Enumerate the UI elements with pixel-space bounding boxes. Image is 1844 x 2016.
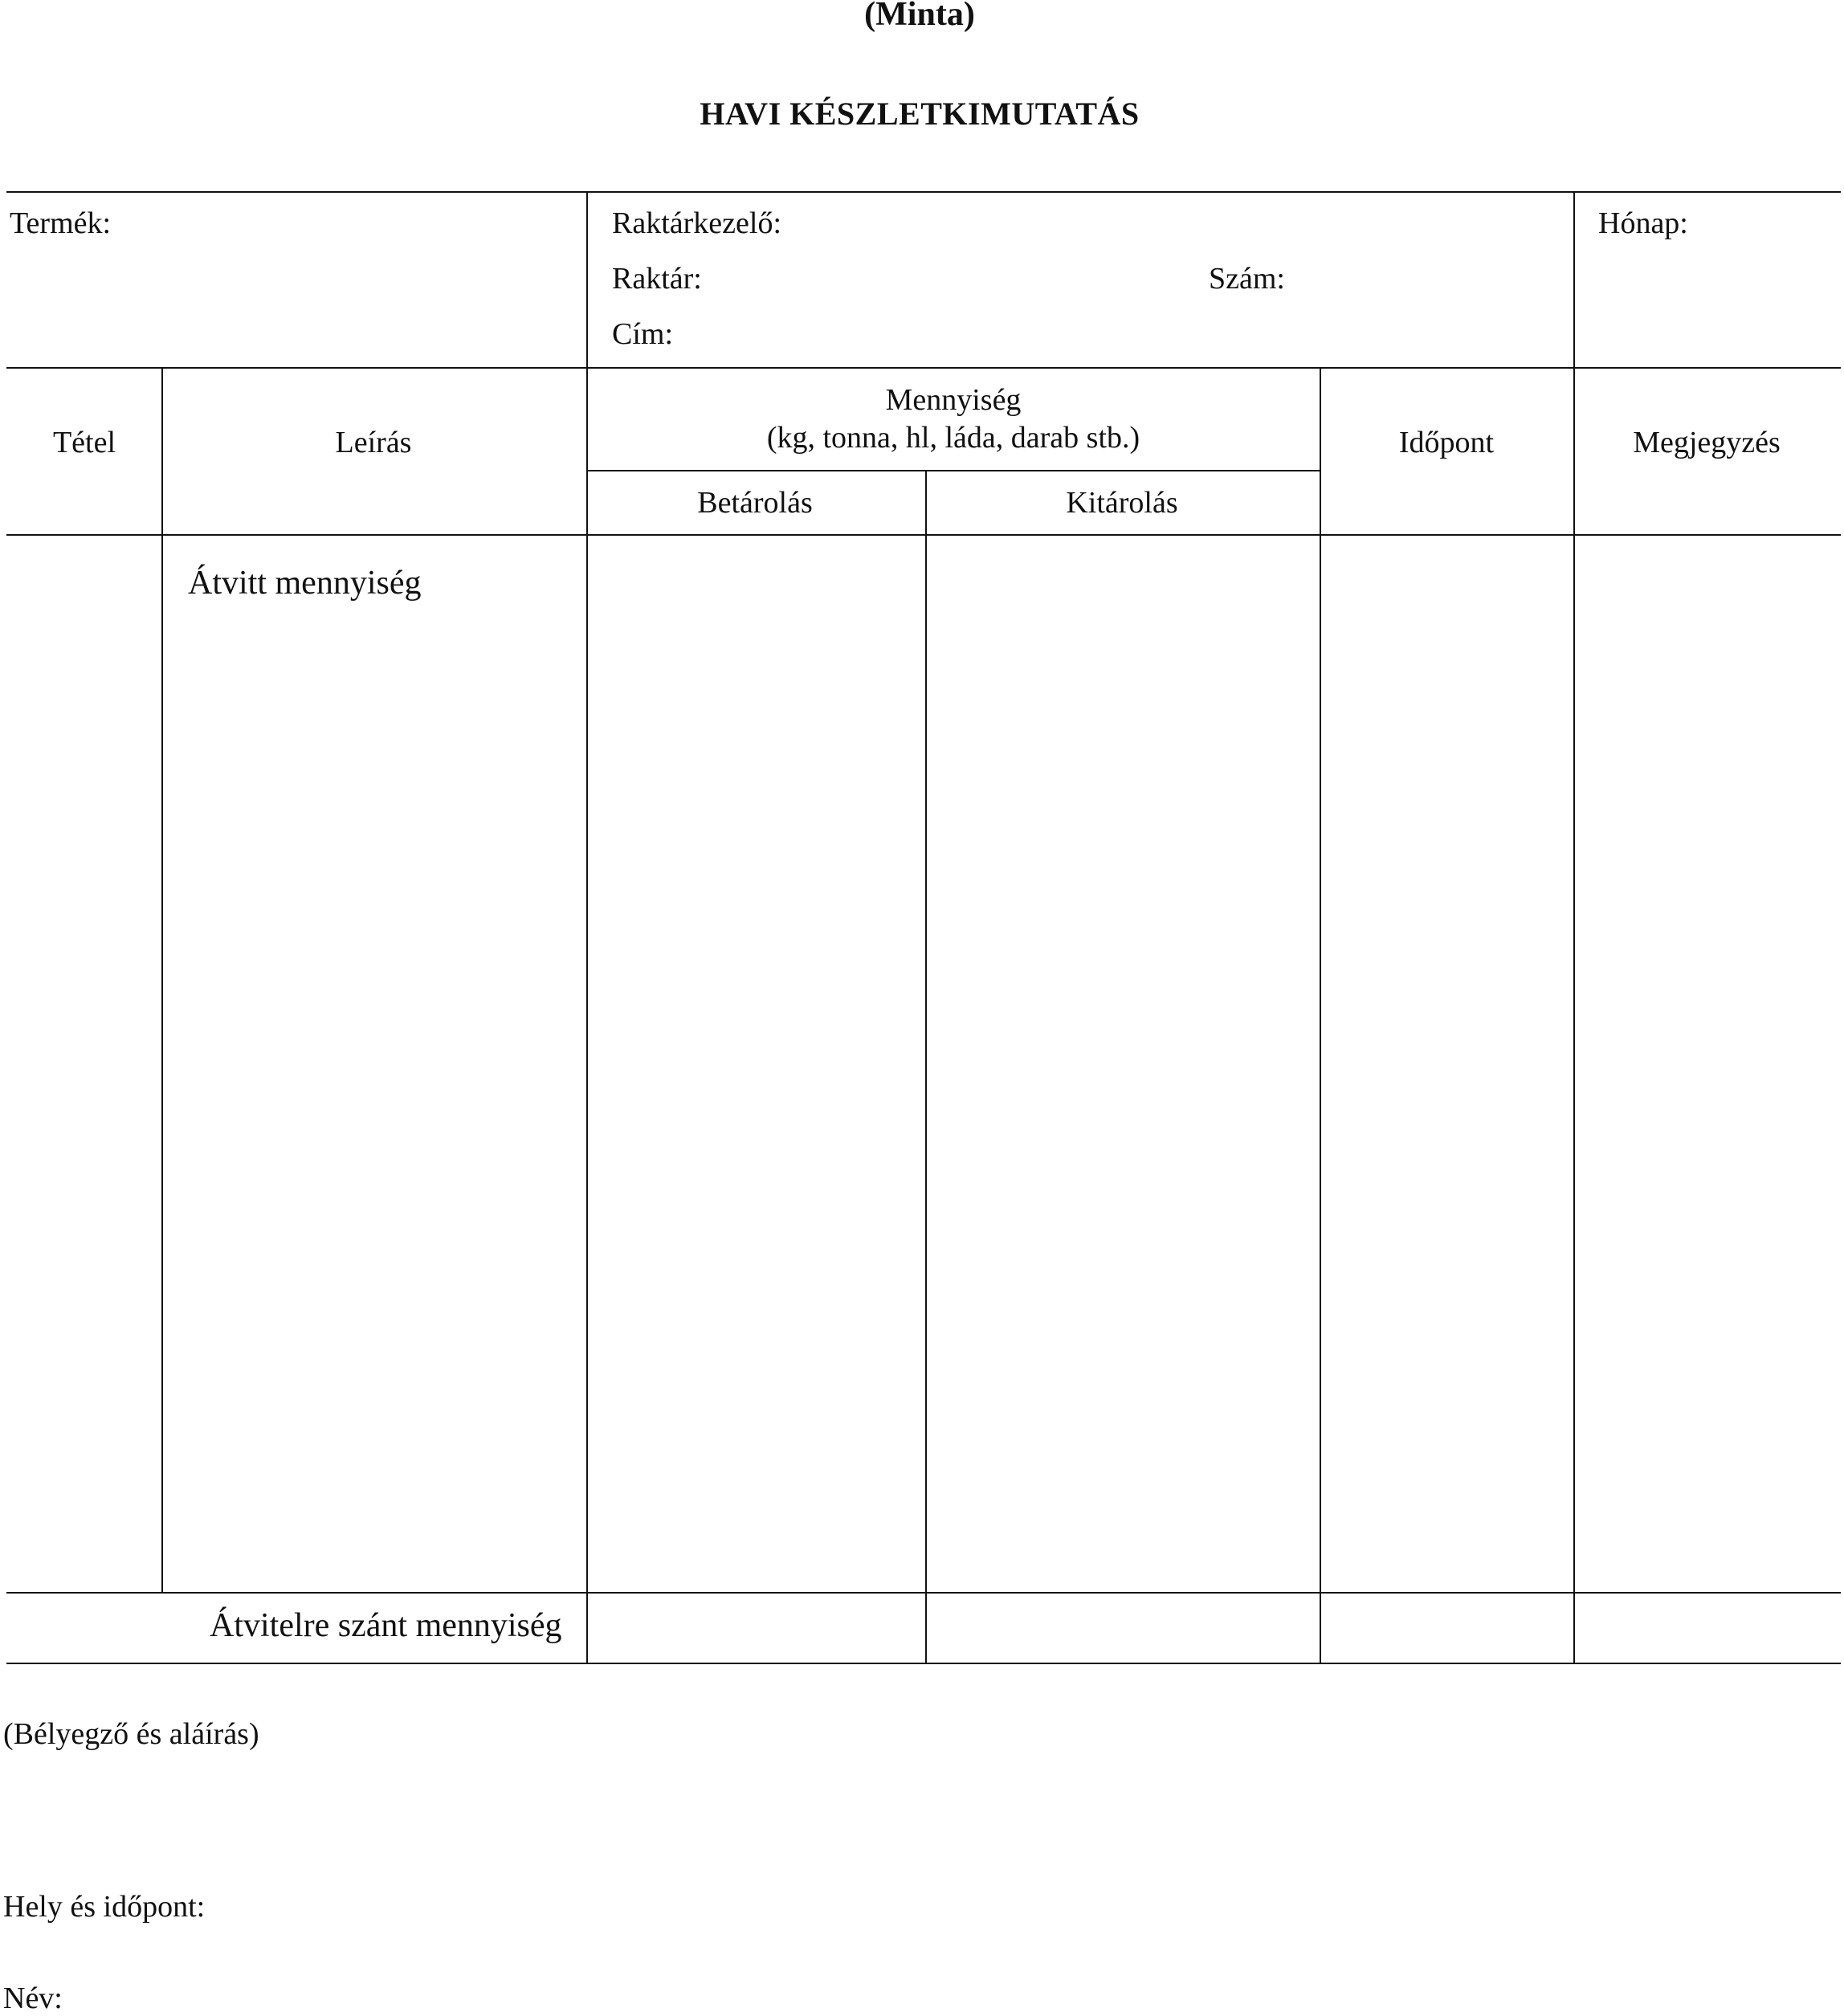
warehouse-keeper-label: Raktárkezelő: <box>612 206 782 240</box>
divider-item-description <box>161 367 163 1593</box>
name-label: Név: <box>3 1981 63 2015</box>
table-top-border <box>6 191 1841 193</box>
address-label: Cím: <box>612 317 674 351</box>
column-header-description: Leírás <box>335 426 412 459</box>
column-header-date: Időpont <box>1398 426 1495 459</box>
divider-quantity-date <box>1320 367 1321 1663</box>
document-title: HAVI KÉSZLETKIMUTATÁS <box>700 96 1140 132</box>
stamp-signature-label: (Bélyegző és aláírás) <box>3 1717 259 1751</box>
header-bottom-border <box>6 534 1841 536</box>
product-label: Termék: <box>10 206 112 240</box>
column-header-stock-out: Kitárolás <box>1066 486 1178 520</box>
column-header-quantity: Mennyiség <box>885 383 1022 417</box>
carried-forward-label: Átvitt mennyiség <box>188 565 422 602</box>
place-date-label: Hely és időpont: <box>3 1890 206 1924</box>
sample-label: (Minta) <box>864 0 975 33</box>
info-bottom-border <box>6 367 1841 369</box>
column-header-quantity-units: (kg, tonna, hl, láda, darab stb.) <box>766 421 1140 455</box>
number-label: Szám: <box>1209 262 1285 296</box>
divider-description-quantity <box>586 191 588 1663</box>
column-header-item: Tétel <box>52 426 116 459</box>
divider-in-out <box>925 470 927 1663</box>
divider-date-remarks <box>1573 191 1575 1663</box>
body-bottom-border <box>6 1592 1841 1594</box>
to-carry-forward-label: Átvitelre szánt mennyiség <box>210 1607 562 1644</box>
warehouse-label: Raktár: <box>612 262 702 296</box>
column-header-remarks: Megjegyzés <box>1633 426 1781 459</box>
column-header-stock-in: Betárolás <box>697 486 813 520</box>
month-label: Hónap: <box>1598 206 1688 240</box>
quantity-subheader-border <box>587 470 1320 471</box>
table-bottom-border <box>6 1663 1841 1664</box>
